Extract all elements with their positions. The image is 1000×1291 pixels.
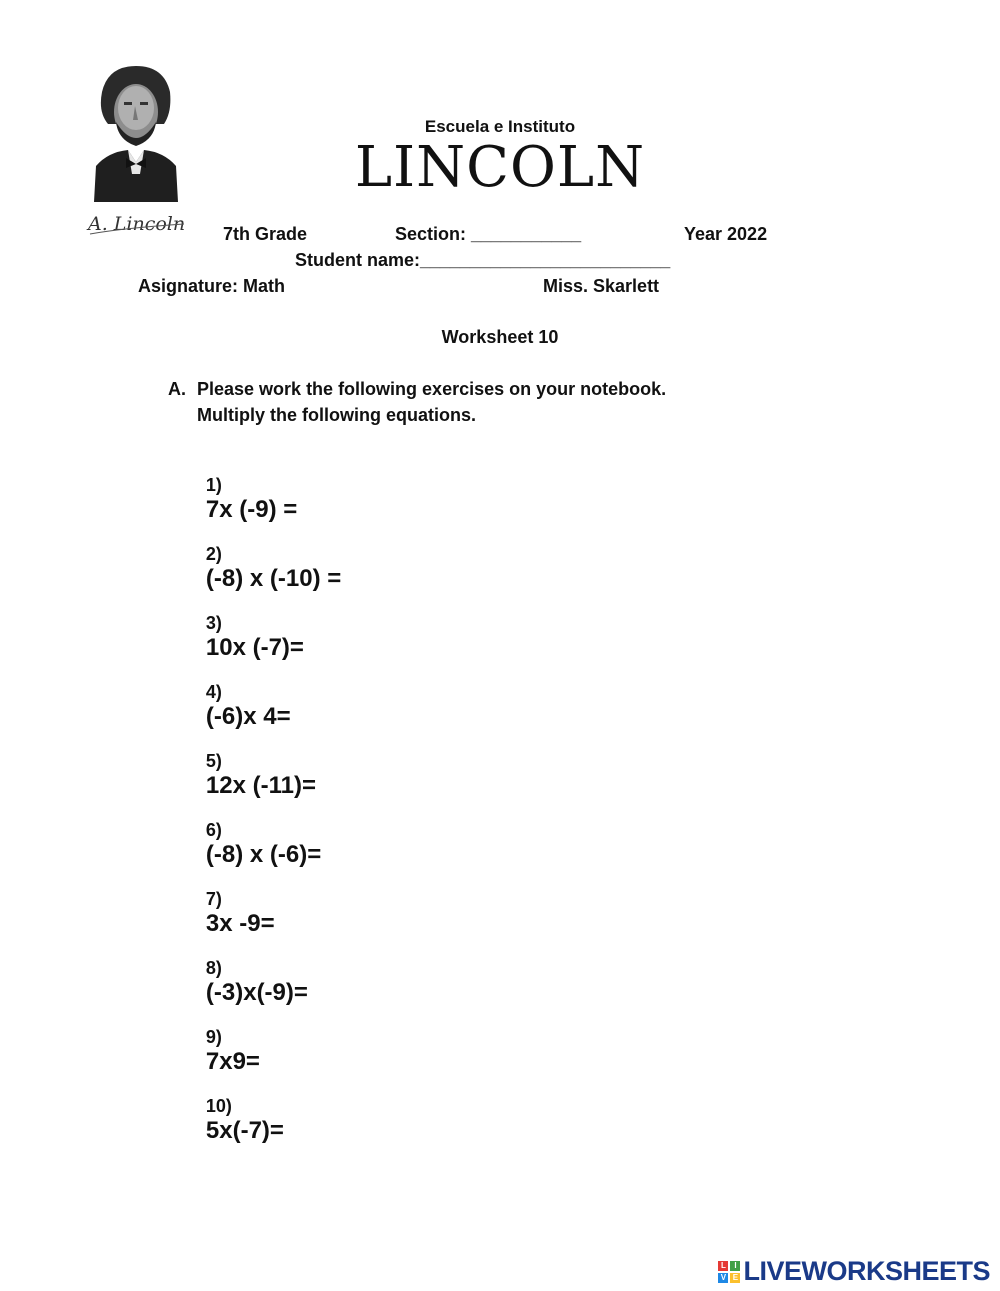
teacher-name: Miss. Skarlett [543, 276, 660, 296]
instruction-line-2: Multiply the following equations. [197, 405, 476, 425]
exercise-expression: (-8) x (-10) = [205, 565, 342, 592]
exercise-item [197, 526, 341, 593]
exercise-expression: 3x -9= [205, 910, 275, 937]
exercise-expression: 7x9= [205, 1048, 260, 1075]
exercise-number: 3) [205, 613, 222, 633]
liveworksheets-logo[interactable] [718, 1256, 990, 1287]
exercise-expression: 12x (-11)= [205, 772, 316, 799]
exercise-number: 7) [205, 889, 222, 909]
logo-block-letter: E [730, 1273, 740, 1283]
section-field: Section: ___________ [395, 224, 582, 244]
exercise-expression: (-3)x(-9)= [205, 979, 308, 1006]
exercise-item [197, 871, 275, 938]
lincoln-signature-image [84, 204, 190, 240]
logo-block-letter: V [718, 1273, 728, 1283]
exercise-item [197, 595, 304, 662]
instruction-marker: A. [168, 379, 186, 399]
exercise-expression: (-6)x 4= [205, 703, 291, 730]
exercise-number: 5) [205, 751, 222, 771]
exercise-number: 10) [205, 1096, 232, 1116]
exercise-number: 6) [205, 820, 222, 840]
instruction-line-1: Please work the following exercises on your notebook. [197, 379, 667, 399]
exercise-item [197, 1078, 284, 1145]
exercise-item [197, 664, 291, 731]
grade-label: 7th Grade [223, 224, 308, 244]
exercise-number: 8) [205, 958, 222, 978]
student-name-field: Student name:_________________________ [295, 250, 671, 270]
brand-name: LIVEWORKSHEETS [743, 1256, 990, 1286]
exercise-number: 4) [205, 682, 222, 702]
worksheet-title: Worksheet 10 [441, 327, 559, 347]
exercise-number: 1) [205, 475, 222, 495]
exercise-expression: 10x (-7)= [205, 634, 304, 661]
signature-text: A. Lincoln [88, 213, 186, 235]
live-blocks-icon [718, 1261, 740, 1283]
exercise-item [197, 457, 297, 524]
subject-label: Asignature: Math [138, 276, 286, 296]
school-name: LINCOLN [354, 135, 646, 200]
exercise-item [197, 1009, 260, 1076]
year-label: Year 2022 [684, 224, 768, 244]
exercise-expression: (-8) x (-6)= [205, 841, 322, 868]
exercise-expression: 7x (-9) = [205, 496, 298, 523]
exercise-number: 2) [205, 544, 222, 564]
school-subtitle: Escuela e Instituto [424, 117, 576, 136]
exercise-expression: 5x(-7)= [205, 1117, 284, 1144]
exercise-item [197, 802, 321, 869]
exercise-item [197, 940, 308, 1007]
logo-block-letter: L [718, 1261, 728, 1271]
exercise-number: 9) [205, 1027, 222, 1047]
exercise-item [197, 733, 316, 800]
logo-block-letter: I [730, 1261, 740, 1271]
